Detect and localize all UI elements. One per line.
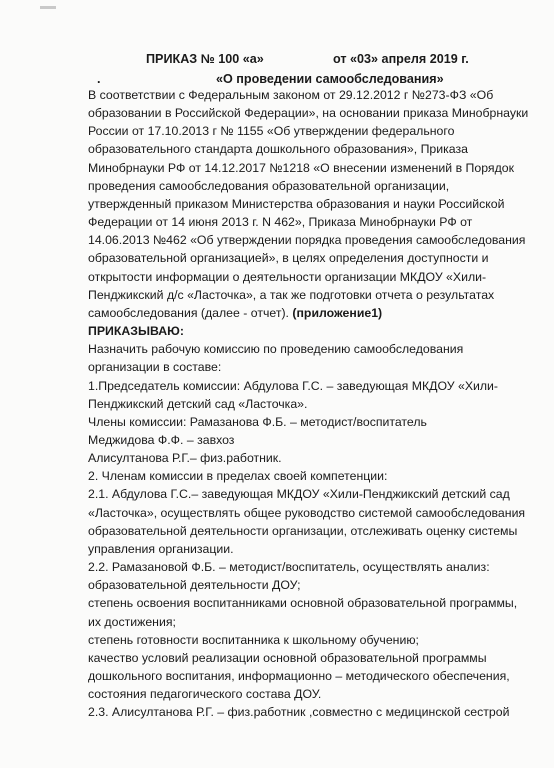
order-line: Меджидова Ф.Ф. – завхоз bbox=[88, 432, 235, 447]
body-line: образовании в Российской Федерации», на основании приказа Минобрнауки bbox=[88, 106, 529, 121]
order-line: Пенджикский детский сад «Ласточка». bbox=[88, 396, 308, 411]
order-subject: «О проведении самообследования» bbox=[216, 72, 444, 86]
order-line: дошкольного воспитания, информационно – методического обеспечения, bbox=[88, 669, 510, 683]
order-line: образовательной деятельности ДОУ; bbox=[88, 578, 301, 593]
order-heading: ПРИКАЗЫВАЮ: bbox=[88, 324, 184, 339]
body-line: Федерации от 14 июня 2013 г. N 462», Приказа Минобрнауки РФ от bbox=[88, 215, 473, 230]
order-line: Алисултанова Р.Г.– физ.работник. bbox=[88, 451, 282, 466]
body-line: В соответствии с Федеральным законом от 29.12.2012 г №273-ФЗ «Об bbox=[88, 88, 494, 102]
body-line: Минобрнауки РФ от 14.12.2017 №1218 «О внесении изменений в Порядок bbox=[88, 160, 514, 175]
order-line: степень освоения воспитанниками основной образовательной программы, bbox=[88, 596, 518, 611]
body-line: 14.06.2013 №462 «Об утверждении порядка проведения самообследования bbox=[88, 233, 526, 248]
order-line: качество условий реализации основной образовательной программы bbox=[88, 650, 487, 665]
last-basis-text: самообследования (далее - отчет). bbox=[88, 305, 289, 320]
body-line: Пенджикский д/с «Ласточка», а так же подготовки отчета о результатах bbox=[88, 287, 495, 302]
order-line: 2.3. Алисултанова Р.Г. – физ.работник ,совместно с медицинской сестрой bbox=[88, 705, 510, 720]
order-line: 1.Председатель комиссии: Абдулова Г.С. – заведующая МКДОУ «Хили- bbox=[88, 378, 499, 393]
order-date: от «03» апреля 2019 г. bbox=[333, 52, 469, 66]
document-body bbox=[88, 86, 528, 721]
body-line: образовательного стандарта дошкольного образования», Приказа bbox=[88, 142, 468, 157]
body-line: открытости информации о деятельности организации МКДОУ «Хили- bbox=[88, 269, 487, 284]
order-line: степень готовности воспитанника к школьному обучению; bbox=[88, 632, 419, 647]
order-line: 2. Членам комиссии в пределах своей компетенции: bbox=[88, 469, 388, 484]
order-line: Члены комиссии: Рамазанова Ф.Б. – методист/воспитатель bbox=[88, 414, 427, 429]
body-line: утвержденный приказом Министерства образования и науки Российской bbox=[88, 196, 505, 211]
order-line: их достижения; bbox=[88, 614, 176, 629]
body-line: России от 17.10.2013 г № 1155 «Об утверждении федерального bbox=[88, 124, 455, 139]
order-line: 2.1. Абдулова Г.С.– заведующая МКДОУ «Хили-Пенджикский детский сад bbox=[88, 487, 510, 502]
body-line: образовательной организацией», в целях определения доступности и bbox=[88, 251, 489, 266]
order-line: управления организации. bbox=[88, 541, 234, 556]
order-line: образовательной деятельности организации, отслеживать оценку системы bbox=[88, 523, 518, 538]
order-line: 2.2. Рамазановой Ф.Б. – методист/воспитатель, осуществлять анализ: bbox=[88, 560, 490, 575]
order-line: организации в составе: bbox=[88, 360, 222, 375]
scan-mark bbox=[40, 6, 56, 9]
body-line: проведения самообследования образовательной организации, bbox=[88, 178, 450, 193]
appendix-reference: (приложение1) bbox=[292, 305, 383, 320]
order-line: состояния педагогического состава ДОУ. bbox=[88, 687, 322, 702]
order-line: «Ласточка», осуществлять общее руководство системой самообследования bbox=[88, 505, 526, 520]
body-line-with-appendix bbox=[88, 304, 528, 322]
stray-dot: . bbox=[97, 72, 101, 86]
order-number: ПРИКАЗ № 100 «а» bbox=[146, 52, 264, 66]
order-line: Назначить рабочую комиссию по проведению самообследования bbox=[88, 342, 464, 357]
